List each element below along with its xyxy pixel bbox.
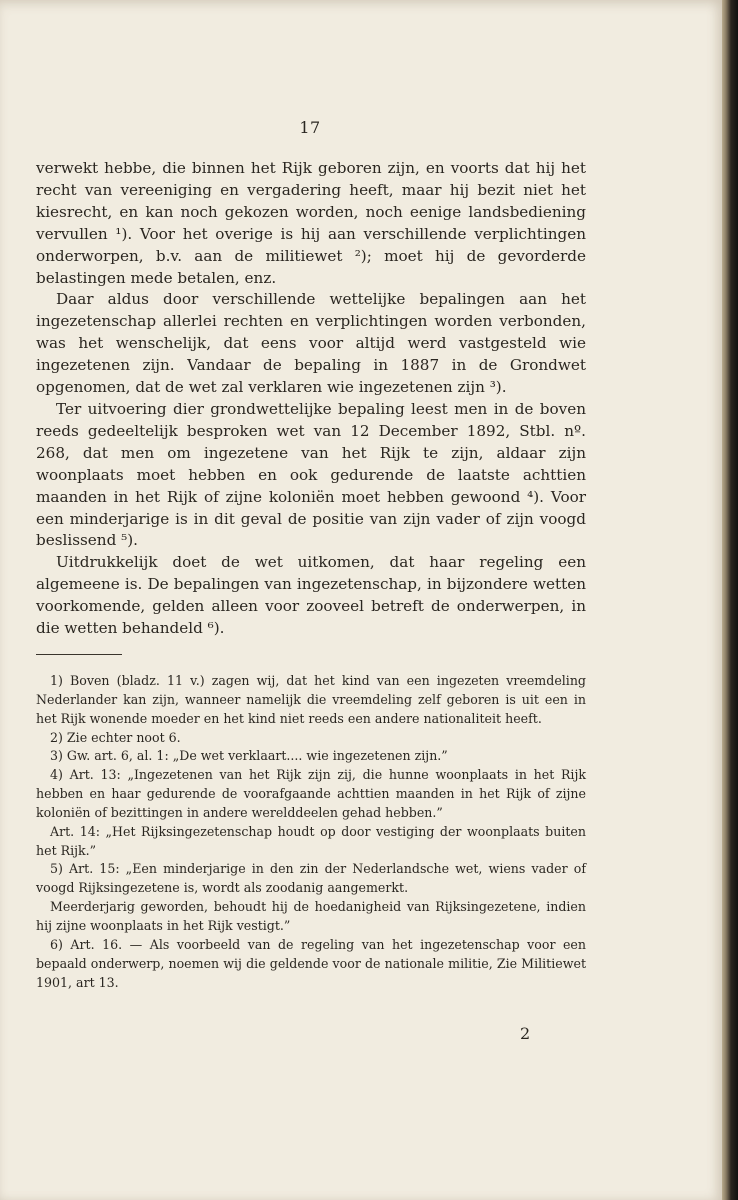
footnote: Art. 14: „Het Rijksingezetenschap houdt op door vestiging der woonplaats buiten het Rijk.” xyxy=(36,823,586,858)
footnote: 3) Gw. art. 6, al. 1: „De wet verklaart.... wie ingezetenen zijn.” xyxy=(50,748,448,764)
page-edge-shadow xyxy=(722,0,738,1200)
footnote-divider xyxy=(36,654,122,655)
paragraph: Daar aldus door verschillende wettelijke bepalingen aan het ingezetenschap allerlei rechten en verplichtingen worden verbonden, was het wenschelijk, dat eens voor altijd werd vastgesteld wie ingezetenen zijn. Vandaar de bepaling in 1887 in de Grondwet opgenomen, dat de wet zal verklaren wie ingezetenen zijn ³). xyxy=(36,290,586,397)
paragraph: Ter uitvoering dier grondwettelijke bepaling leest men in de boven reeds gedeeltelijk besproken wet van 12 December 1892, Stbl. nº. 268, dat men om ingezetene van het Rijk te zijn, aldaar zijn woonplaats moet hebben en ook gedurende de laatste achttien maanden in het Rijk of zijne koloniën moet hebben gewoond ⁴). Voor een minderjarige is in dit geval de positie van zijn vader of zijn voogd beslissend ⁵). xyxy=(36,399,586,550)
paragraph: Uitdrukkelijk doet de wet uitkomen, dat haar regeling een algemeene is. De bepalingen van ingezetenschap, in bijzondere wetten voorkomende, gelden alleen voor zooveel betreft de onderwerpen, in die wetten behandeld ⁶). xyxy=(36,553,586,638)
footnote: 5) Art. 15: „Een minderjarige in den zin der Nederlandsche wet, wiens vader of voogd Rijksingezetene is, wordt als zoodanig aangemerkt. xyxy=(36,861,586,896)
footnote: Meerderjarig geworden, behoudt hij de hoedanigheid van Rijksingezetene, indien hij zijne woonplaats in het Rijk vestigt.” xyxy=(36,899,586,933)
footnote: 2) Zie echter noot 6. xyxy=(50,729,181,745)
main-text xyxy=(36,158,586,640)
footnote: 1) Boven (bladz. 11 v.) zagen wij, dat het kind van een ingezeten vreemdeling Nederlander kan zijn, wanneer namelijk die vreemdeling zelf geboren is uit een in het Rijk wonende moeder en het kind niet reeds een andere nationaliteit heeft. xyxy=(36,673,586,726)
signature-mark: 2 xyxy=(520,1024,531,1043)
footnote: 6) Art. 16. — Als voorbeeld van de regeling van het ingezetenschap voor een bepaald onderwerp, noemen wij die geldende voor de nationale militie, Zie Militiewet 1901, art 13. xyxy=(36,936,586,990)
footnotes xyxy=(36,672,586,992)
footnote: 4) Art. 13: „Ingezetenen van het Rijk zijn zij, die hunne woonplaats in het Rijk hebben en haar gedurende de voorafgaande achttien maanden in het Rijk of zijne koloniën of bezittingen in andere werelddeelen gehad hebben.” xyxy=(36,767,586,820)
paragraph: verwekt hebbe, die binnen het Rijk geboren zijn, en voorts dat hij het recht van vereeniging en vergadering heeft, maar hij bezit niet het kiesrecht, en kan noch gekozen worden, noch eenige landsbediening vervullen ¹). Voor het overige is hij aan verschillende verplichtingen onderworpen, b.v. aan de militiewet ²); moet hij de gevorderde belastingen mede betalen, enz. xyxy=(36,159,586,287)
page-number: 17 xyxy=(299,118,321,137)
